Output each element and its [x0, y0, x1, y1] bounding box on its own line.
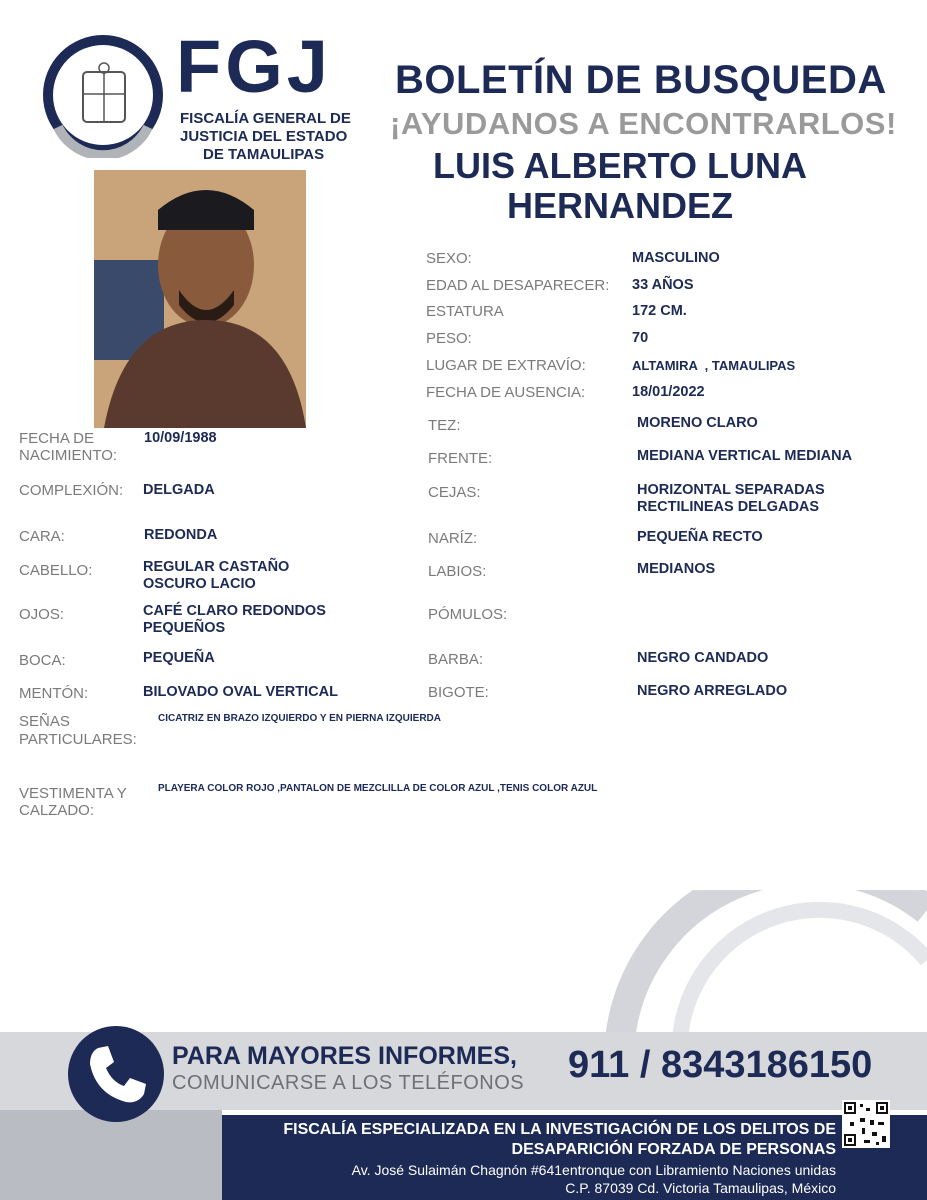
clothing-label-1: VESTIMENTA Y	[19, 785, 127, 802]
face-label: CARA:	[19, 528, 65, 545]
weight-value: 70	[632, 330, 649, 346]
more-info-line-2: COMUNICARSE A LOS TELÉFONOS	[172, 1072, 525, 1094]
agency-line-2: DESAPARICIÓN FORZADA DE PERSONAS	[511, 1141, 836, 1158]
hair-value-2: OSCURO LACIO	[143, 576, 256, 592]
eyes-value-2: PEQUEÑOS	[143, 620, 226, 636]
forehead-value: MEDIANA VERTICAL MEDIANA	[637, 448, 853, 464]
person-name	[380, 146, 860, 226]
age-label: EDAD AL DESAPARECER:	[426, 277, 610, 294]
nose-value: PEQUEÑA RECTO	[637, 529, 763, 545]
complexion-label: COMPLEXIÓN:	[19, 482, 124, 499]
eyes-label: OJOS:	[19, 606, 65, 623]
mustache-label: BIGOTE:	[428, 684, 489, 701]
person-name-line-1: LUIS ALBERTO LUNA	[433, 145, 807, 186]
logo-acronym: FGJ	[176, 25, 332, 108]
sex-label: SEXO:	[426, 250, 472, 267]
chin-label: MENTÓN:	[19, 685, 89, 702]
skin-value: MORENO CLARO	[637, 415, 758, 431]
person-name-line-2: HERNANDEZ	[506, 185, 733, 226]
birth-value: 10/09/1988	[144, 430, 217, 446]
more-info-line-1: PARA MAYORES INFORMES,	[172, 1042, 517, 1070]
mustache-value: NEGRO ARREGLADO	[637, 683, 788, 699]
weight-label: PESO:	[426, 330, 472, 347]
complexion-value: DELGADA	[143, 482, 215, 498]
absence-date-value: 18/01/2022	[632, 384, 705, 400]
eyebrows-label: CEJAS:	[428, 484, 481, 501]
hair-value-1: REGULAR CASTAÑO	[143, 559, 290, 575]
absence-date-label: FECHA DE AUSENCIA:	[426, 384, 586, 401]
clothing-value: PLAYERA COLOR ROJO ,PANTALON DE MEZCLILLA DE COLOR AZUL ,TENIS COLOR AZUL	[158, 783, 598, 794]
birth-label-2: NACIMIENTO:	[19, 447, 118, 464]
nose-label: NARÍZ:	[428, 530, 478, 547]
height-value: 172 CM.	[632, 303, 687, 319]
eyebrows-value-2: RECTILINEAS DELGADAS	[637, 499, 820, 515]
place-value: ALTAMIRA , TAMAULIPAS	[632, 358, 796, 373]
height-label: ESTATURA	[426, 303, 504, 320]
bulletin-title: BOLETÍN DE BUSQUEDA	[395, 58, 887, 102]
qr-code-icon[interactable]	[842, 1100, 890, 1148]
sex-value: MASCULINO	[632, 250, 720, 266]
marks-value: CICATRIZ EN BRAZO IZQUIERDO Y EN PIERNA IZQUIERDA	[158, 713, 441, 724]
phone-icon	[66, 1024, 166, 1124]
age-value: 33 AÑOS	[632, 277, 694, 293]
marks-label-2: PARTICULARES:	[19, 731, 137, 748]
marks-label-1: SEÑAS	[19, 713, 70, 730]
gear-decoration-icon	[600, 890, 927, 1040]
eyebrows-value-1: HORIZONTAL SEPARADAS	[637, 482, 825, 498]
clothing-label-2: CALZADO:	[19, 802, 95, 819]
person-photo	[94, 170, 306, 428]
birth-label-1: FECHA DE	[19, 430, 95, 447]
place-label: LUGAR DE EXTRAVÍO:	[426, 357, 586, 374]
seal-icon	[40, 32, 166, 158]
lips-label: LABIOS:	[428, 563, 487, 580]
mouth-label: BOCA:	[19, 652, 66, 669]
beard-value: NEGRO CANDADO	[637, 650, 769, 666]
chin-value: BILOVADO OVAL VERTICAL	[143, 684, 338, 700]
phone-number: 911 / 8343186150	[568, 1044, 873, 1086]
hair-label: CABELLO:	[19, 562, 93, 579]
address-line-1: Av. José Sulaimán Chagnón #641entronque con Libramiento Naciones unidas	[351, 1162, 836, 1178]
skin-label: TEZ:	[428, 417, 461, 434]
cheekbones-label: PÓMULOS:	[428, 606, 508, 623]
mouth-value: PEQUEÑA	[143, 650, 215, 666]
forehead-label: FRENTE:	[428, 450, 493, 467]
lips-value: MEDIANOS	[637, 561, 716, 577]
beard-label: BARBA:	[428, 651, 484, 668]
logo-line-3: DE TAMAULIPAS	[203, 146, 325, 163]
logo-line-2: JUSTICIA DEL ESTADO	[180, 128, 348, 145]
bulletin-subtitle: ¡AYUDANOS A ENCONTRARLOS!	[390, 106, 897, 141]
agency-line-1: FISCALÍA ESPECIALIZADA EN LA INVESTIGACIÓN DE LOS DELITOS DE	[283, 1121, 836, 1138]
eyes-value-1: CAFÉ CLARO REDONDOS	[143, 603, 326, 619]
face-value: REDONDA	[144, 527, 218, 543]
fgj-logo	[40, 25, 351, 163]
logo-line-1: FISCALÍA GENERAL DE	[180, 110, 351, 127]
address-line-2: C.P. 87039 Cd. Victoria Tamaulipas, México	[565, 1180, 836, 1196]
